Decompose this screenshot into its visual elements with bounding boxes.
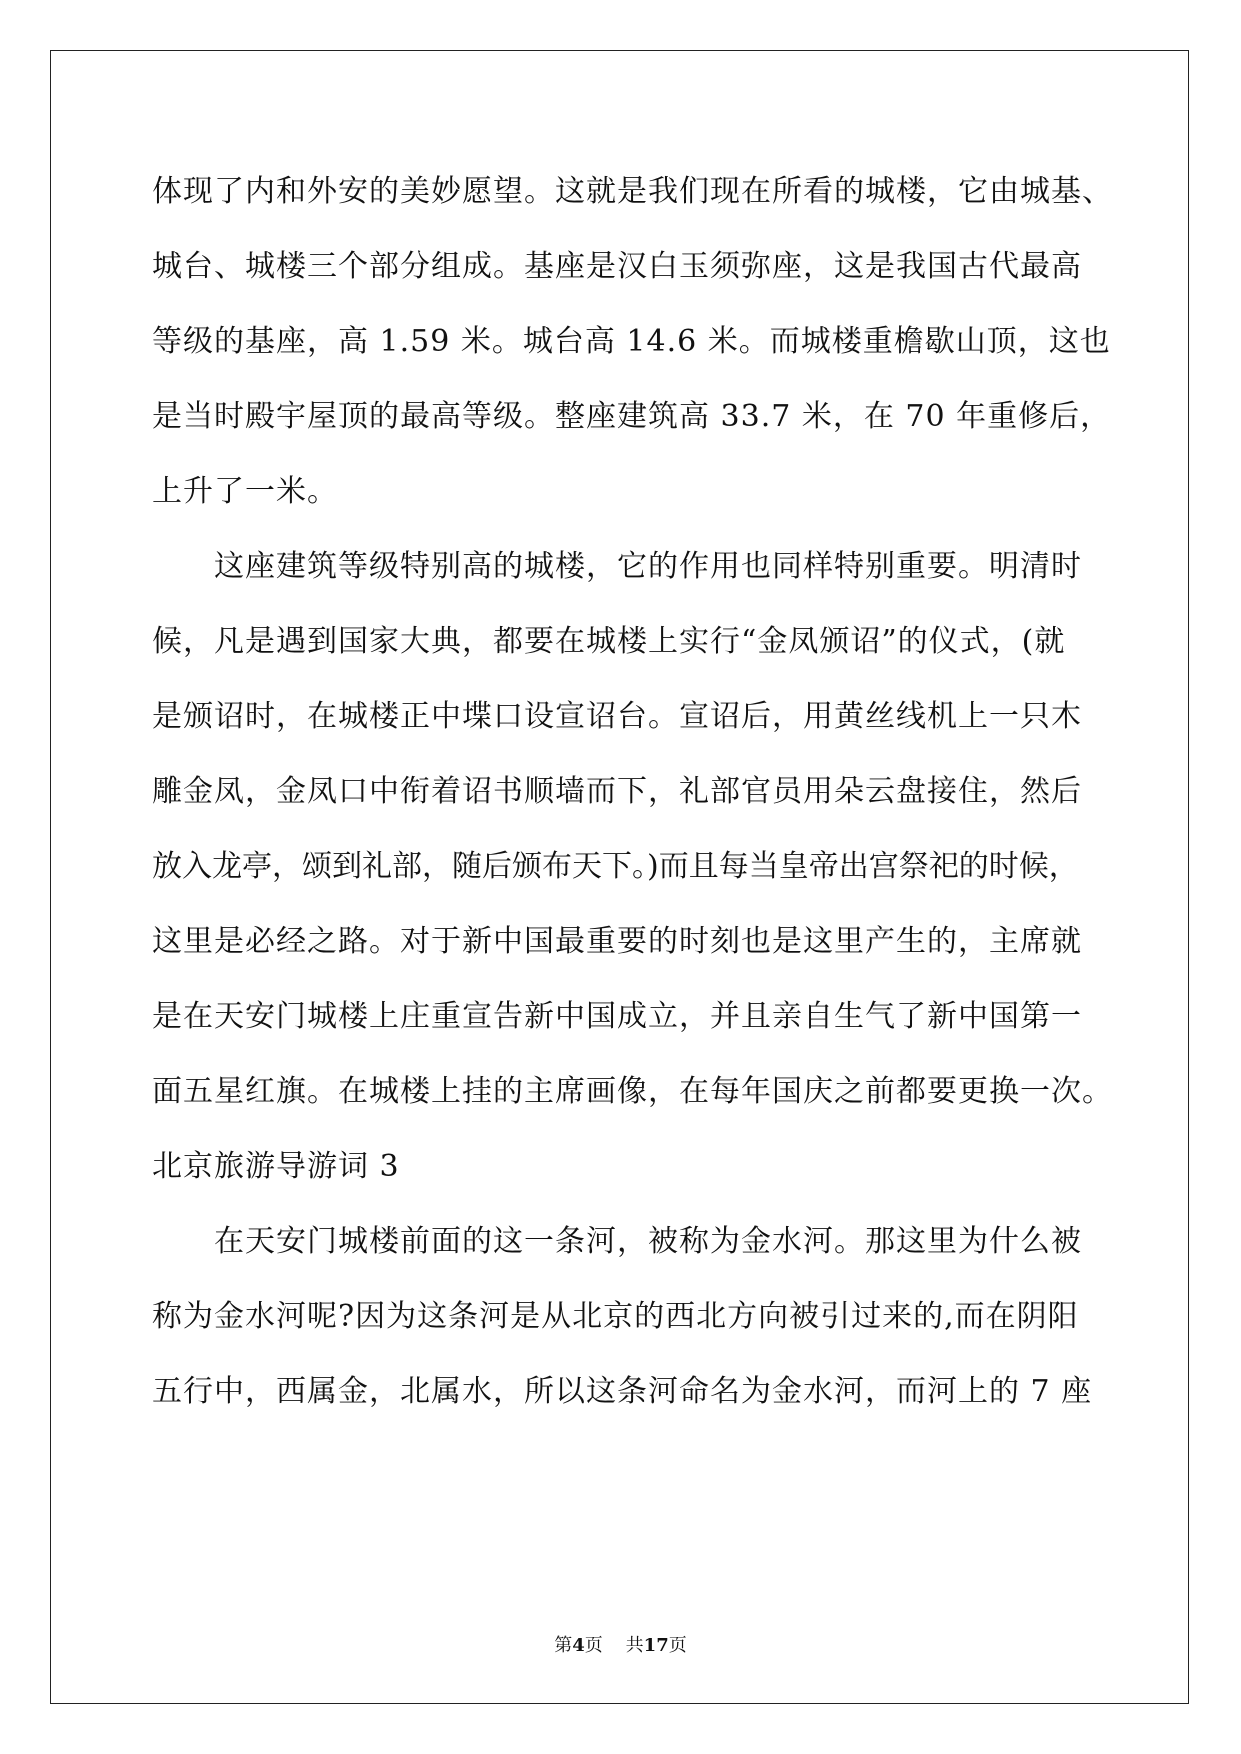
text-line: 面五星红旗。在城楼上挂的主席画像，在每年国庆之前都要更换一次。 [152,1074,1113,1109]
text-line: 候，凡是遇到国家大典，都要在城楼上实行“金凤颁诏”的仪式，(就 [152,624,1066,659]
text-line: 体现了内和外安的美妙愿望。这就是我们现在所看的城楼，它由城基、 [152,174,1113,209]
page-label-suffix: 页 [584,1635,603,1656]
text-line: 是在天安门城楼上庄重宣告新中国成立，并且亲自生气了新中国第一 [152,999,1082,1034]
text-line: 放入龙亭，颂到礼部，随后颁布天下。)而且每当皇帝出宫祭祀的时候， [152,849,1079,884]
page-label-prefix: 第 [554,1635,573,1656]
text-line: 上升了一米。 [152,474,338,509]
text-line: 城台、城楼三个部分组成。基座是汉白玉须弥座，这是我国古代最高 [152,249,1082,284]
page-footer [0,1634,1241,1658]
text-line: 这座建筑等级特别高的城楼，它的作用也同样特别重要。明清时 [152,549,1082,584]
total-label-prefix: 共 [625,1635,644,1656]
text-line: 是当时殿宇屋顶的最高等级。整座建筑高 33.7 米，在 70 年重修后， [152,399,1112,434]
section-heading: 北京旅游导游词 3 [152,1149,400,1184]
text-line: 雕金凤，金凤口中衔着诏书顺墙而下，礼部官员用朵云盘接住，然后 [152,774,1082,809]
text-line: 这里是必经之路。对于新中国最重要的时刻也是这里产生的，主席就 [152,924,1082,959]
page-number: 4 [572,1635,585,1656]
total-label-suffix: 页 [668,1635,687,1656]
text-line: 等级的基座，高 1.59 米。城台高 14.6 米。而城楼重檐歇山顶，这也 [152,324,1111,359]
total-pages: 17 [643,1635,669,1656]
text-line: 是颁诏时，在城楼正中堞口设宣诏台。宣诏后，用黄丝线机上一只木 [152,699,1082,734]
text-line: 在天安门城楼前面的这一条河，被称为金水河。那这里为什么被 [152,1224,1082,1259]
text-line: 称为金水河呢?因为这条河是从北京的西北方向被引过来的,而在阴阳 [152,1299,1079,1334]
text-line: 五行中，西属金，北属水，所以这条河命名为金水河，而河上的 7 座 [152,1374,1093,1409]
